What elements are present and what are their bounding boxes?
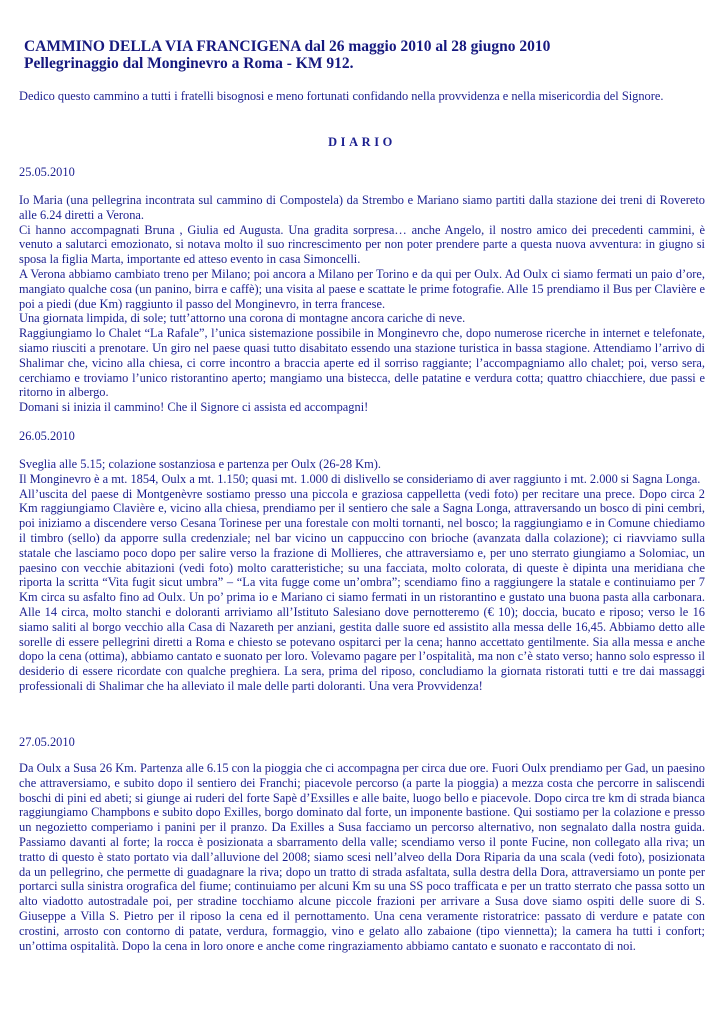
paragraph: Raggiungiamo lo Chalet “La Rafale”, l’unica sistemazione possibile in Monginevro che, dopo numerose ricerche in internet e telefonate, siamo riusciti a prenotare. Un giro nel paese quasi tutto disabitato essendo una stazione turistica in bassa stagione. Attendiamo l’arrivo di Shalimar che, vicino alla chiesa, ci corre incontro a braccia aperte ed il sorriso raggiante; l’accompagniamo allo chalet; poi, verso sera, cerchiamo e troviamo l’unico ristorantino aperto; mangiamo una bistecca, delle patatine e verdura cotta; quattro chiacchiere, due passi e ritorno in albergo.: [19, 326, 705, 400]
entry-body: [19, 761, 705, 953]
paragraph: Io Maria (una pellegrina incontrata sul cammino di Compostela) da Strembo e Mariano siamo partiti dalla stazione dei treni di Rovereto alle 6.24 diretti a Verona.: [19, 193, 705, 222]
diary-heading: DIARIO: [328, 135, 396, 149]
paragraph: Da Oulx a Susa 26 Km. Partenza alle 6.15 con la pioggia che ci accompagna per circa due ore. Fuori Oulx prendiamo per Gad, un paesino che attraversiamo, e subito dopo il sentiero dei Franchi; piacevole percorso (a parte la pioggia) a mezza costa che percorre in saliscendi boschi di pini ed abeti; si giunge ai ruderi del forte Sapè d’Exsilles e alle baite, luogo bello e piacevole. Dopo circa tre km di strada bianca raggiungiamo Champbons e subito dopo Exilles, borgo dominato dal forte, un imponente bastione. Qui sostiamo per la colazione e presso un negozietto comperiamo i panini per il pranzo. Da Exilles a Susa facciamo un percorso alternativo, non segnalato dalla nostra guida. Passiamo davanti al forte; la rocca è posizionata a sbarramento della valle; scendiamo verso il ponte Fucine, non collegato alla riva; un tratto di questo è stato portato via dall’alluvione del 2008; siamo scesi nell’alveo della Dora Riparia da una scala (vedi foto), posizionata da un pellegrino, che permette di guadagnare la riva; dopo un tratto di strada asfaltata, sulla destra della Dora, attraversiamo un ponte per portarci sulla sinistra orografica del fiume; continuiamo per alcuni Km su una SS poco trafficata e per un tratto sterrato che passa sotto un alto viadotto autostradale poi, per stradine tocchiamo alcune piccole frazioni per arrivare a Susa dove siamo ospiti delle suore di S. Giuseppe a Villa S. Pietro per il riposo la cena ed il pernottamento. Una cena veramente ristoratrice: passato di verdure e patate con crostini, arrosto con contorno di patate, verdura, formaggio, vino e gelato allo zabaione (tipo viennetta); la camera ha tutti i confort; un’ottima ospitalità. Dopo la cena in loro onore e anche come ringraziamento abbiamo cantato e suonato e raccontato di noi.: [19, 761, 705, 953]
paragraph: Ci hanno accompagnati Bruna , Giulia ed Augusta. Una gradita sorpresa… anche Angelo, il nostro amico dei precedenti cammini, è venuto a salutarci emozionato, si notava molto il suo rincrescimento per non poter prendere parte a questa nuova avventura: in giugno si sposa la figlia Marta, importante ed atteso evento in casa Simoncelli.: [19, 222, 705, 267]
paragraph: All’uscita del paese di Montgenèvre sostiamo presso una piccola e graziosa cappelletta (vedi foto) per recitare una prece. Dopo circa 2 Km raggiungiamo Clavière e, vicino alla chiesa, prendiamo per il sentiero che sale a Sagna Longa, attraversando un bosco di pini cembri, poi iniziamo a discendere verso Cesana Torinese per una forestale con molti tornanti, nel bosco; la raggiungiamo e in Comune chiediamo il timbro (sello) da apporre sulla credenziale; nel bar vicino un cappuccino con brioche (avanzata dalla colazione); ci riavviamo sulla statale che lasciamo poco dopo per salire verso la frazione di Mollieres, che attraversiamo e, per uno sterrato giungiamo a Solomiac, un paesino con vecchie abitazioni (vedi foto) molto caratteristiche; su una facciata, molto colorata, di queste è dipinta una meridiana che riporta la scritta “Vita fugit sicut umbra” – “La vita fugge come un’ombra”; scendiamo fino a raggiungere la statale e continuiamo per 7 Km circa su asfalto fino ad Oulx. Un po’ prima io e Mariano ci siamo fermati in un ristorantino e gustato una buona pasta alla carbonara. Alle 14 circa, molto stanchi e doloranti arriviamo all’Istituto Salesiano dove pernotteremo (€ 10); doccia, bucato e riposo; verso le 16 siamo saliti al borgo vecchio alla Casa di Nazareth per anziani, gestita dalle suore ed assistito alla messa delle 16,45. Abbiamo detto alle sorelle di essere pellegrini diretti a Roma e chiesto se potevano ospitarci per la cena; hanno accettato gentilmente. Sia alla messa e anche dopo la cena (ottima), abbiamo cantato e suonato per loro. Volevamo pagare per l’ospitalità, ma non c’è stato verso; hanno solo espresso il desiderio di essere ricordate con qualche preghiera. La sera, prima del riposo, concludiamo la giornata ristorati tutti e tre dai massaggi professionali di Shalimar che ha alleviato il male delle parti doloranti. Una vera Provvidenza!: [19, 486, 705, 693]
entry-date: 27.05.2010: [19, 735, 75, 749]
paragraph: Domani si inizia il cammino! Che il Signore ci assista ed accompagni!: [19, 400, 369, 415]
paragraph: Una giornata limpida, di sole; tutt’attorno una corona di montagne ancora cariche di neve.: [19, 311, 466, 326]
paragraph: A Verona abbiamo cambiato treno per Milano; poi ancora a Milano per Torino e da qui per Oulx. Ad Oulx ci siamo fermati un paio d’ore, mangiato qualche cosa (un panino, birra e caffè); una visita al paese e scattate le prime fotografie. Alle 15 prendiamo il Bus per Clavière e poi a piedi (due Km) raggiunto il passo del Monginevro, in terra francese.: [19, 266, 705, 311]
title-line-2: Pellegrinaggio dal Monginevro a Roma - KM 912.: [24, 55, 354, 72]
entry-date: 25.05.2010: [19, 165, 75, 179]
entry-body: [19, 457, 705, 694]
document-title: [24, 38, 704, 72]
paragraph: Il Monginevro è a mt. 1854, Oulx a mt. 1.150; quasi mt. 1.000 di dislivello se consideriamo di aver raggiunto i mt. 2.000 si Sagna Longa.: [19, 471, 701, 486]
entry-date: 26.05.2010: [19, 429, 75, 443]
title-line-1: CAMMINO DELLA VIA FRANCIGENA dal 26 maggio 2010 al 28 giugno 2010: [24, 38, 551, 55]
paragraph: Sveglia alle 5.15; colazione sostanziosa e partenza per Oulx (26-28 Km).: [19, 457, 381, 471]
dedication: Dedico questo cammino a tutti i fratelli bisognosi e meno fortunati confidando nella provvidenza e nella misericordia del Signore.: [19, 89, 664, 103]
entry-body: [19, 193, 705, 415]
